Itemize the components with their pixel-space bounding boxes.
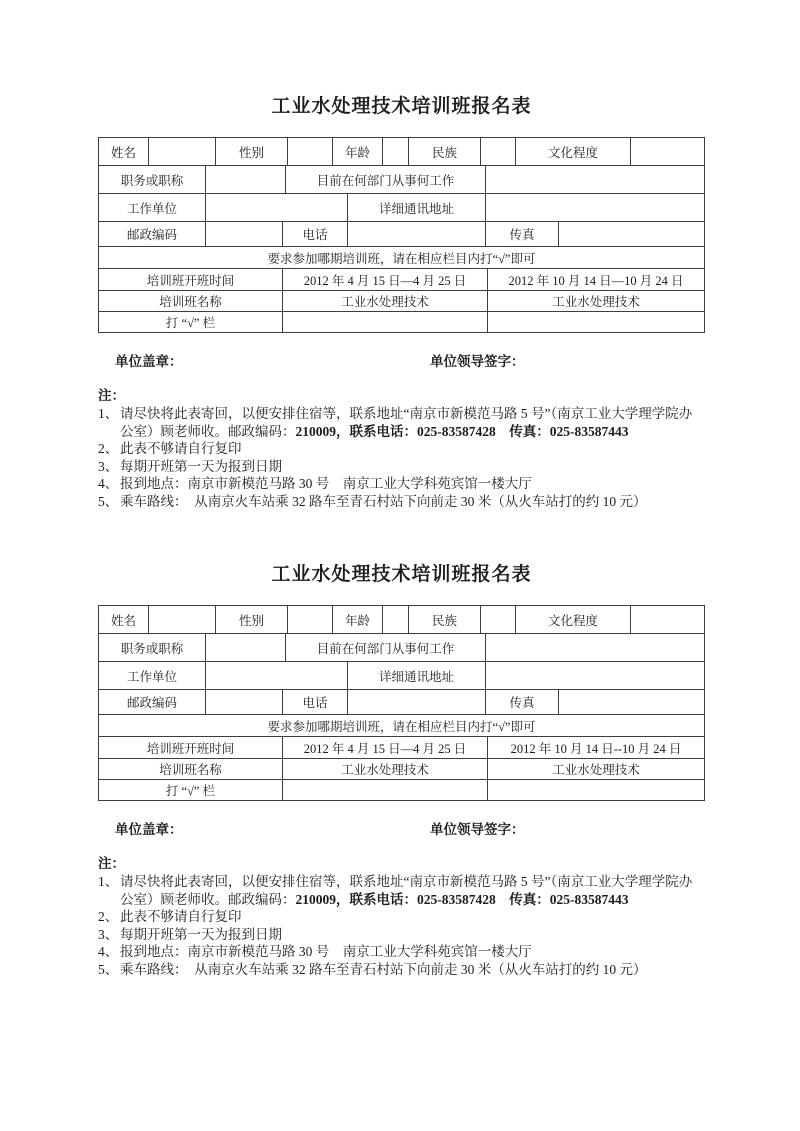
- employer-field: [206, 194, 348, 221]
- note-item-4: [98, 475, 705, 493]
- note-number: 3、: [98, 458, 119, 474]
- registration-table: [98, 137, 705, 333]
- note-number: 5、: [98, 493, 119, 509]
- position-label: 职务或职称: [99, 166, 206, 193]
- ethnicity-label: 民族: [409, 138, 481, 165]
- note-text: 乘车路线： 从南京火车站乘 32 路车至青石村站下向前走 30 米（从火车站打的约 10 元）: [120, 961, 647, 977]
- leader-signature-label: 单位领导签字：: [430, 822, 525, 837]
- current-work-label: 目前在何部门从事何工作: [286, 166, 486, 193]
- form-title: 工业水处理技术培训班报名表: [271, 96, 532, 117]
- signature-row: [98, 350, 705, 368]
- session2-time: 2012 年 10 月 14 日—10 月 24 日: [508, 273, 684, 288]
- employer-label: 工作单位: [99, 662, 206, 689]
- session1-name: 工业水处理技术: [283, 759, 488, 779]
- note-text: 报到地点：南京市新模范马路 30 号 南京工业大学科苑宾馆一楼大厅: [120, 476, 532, 491]
- position-label: 职务或职称: [99, 634, 206, 661]
- session2-tick-cell: [488, 312, 704, 332]
- address-field: [486, 662, 704, 689]
- signature-row: [98, 818, 705, 836]
- table-row-session-name: [99, 291, 704, 312]
- name-field: [149, 606, 216, 633]
- education-label: 文化程度: [516, 606, 631, 633]
- education-field: [631, 606, 704, 633]
- registration-form-2: [98, 563, 705, 978]
- fax-label: 传真: [486, 222, 559, 246]
- session1-tick-cell: [283, 780, 488, 800]
- note-item-1: [98, 405, 705, 440]
- ethnicity-field: [481, 606, 516, 633]
- address-label: 详细通讯地址: [348, 662, 486, 689]
- postcode-label: 邮政编码: [99, 690, 206, 714]
- note-number: 1、: [98, 406, 119, 421]
- session-name-label: 培训班名称: [99, 759, 283, 779]
- seal-label: 单位盖章：: [115, 822, 183, 837]
- table-row-session-name: [99, 759, 704, 780]
- table-row-contact: [99, 222, 704, 247]
- note-text-bold: 210009，联系电话：025-83587428 传真：025-83587443: [295, 891, 629, 907]
- note-text-bold: 210009，联系电话：025-83587428 传真：025-83587443: [295, 423, 629, 439]
- table-row-employer: [99, 662, 704, 690]
- ethnicity-field: [481, 138, 516, 165]
- table-row-position: [99, 634, 704, 662]
- age-field: [383, 606, 409, 633]
- ethnicity-label: 民族: [409, 606, 481, 633]
- note-text: 请尽快将此表寄回，以便安排住宿等，联系地址“南京市新模范马路 5 号”（南京工业大学理学院办公室）顾老师收。邮政编码：: [120, 406, 693, 439]
- name-field: [149, 138, 216, 165]
- tick-row-label: 打 “√” 栏: [99, 780, 283, 800]
- fax-field: [559, 222, 704, 246]
- gender-field: [288, 138, 333, 165]
- session1-tick-cell: [283, 312, 488, 332]
- form-title: 工业水处理技术培训班报名表: [271, 564, 532, 585]
- position-field: [206, 166, 286, 193]
- session1-name: 工业水处理技术: [283, 291, 488, 311]
- note-number: 4、: [98, 476, 119, 491]
- session-name-label: 培训班名称: [99, 291, 283, 311]
- fax-label: 传真: [486, 690, 559, 714]
- current-work-label: 目前在何部门从事何工作: [286, 634, 486, 661]
- table-row-tick: [99, 780, 704, 800]
- notes-title: 注：: [98, 388, 125, 403]
- session2-tick-cell: [488, 780, 704, 800]
- note-number: 5、: [98, 961, 119, 977]
- seal-label: 单位盖章：: [115, 354, 183, 369]
- notes-section: [98, 855, 705, 978]
- age-label: 年龄: [333, 138, 383, 165]
- notes-title: 注：: [98, 856, 125, 871]
- note-text: 此表不够请自行复印: [120, 909, 242, 924]
- note-text: 每期开班第一天为报到日期: [120, 458, 282, 474]
- fax-field: [559, 690, 704, 714]
- phone-field: [348, 690, 486, 714]
- education-field: [631, 138, 704, 165]
- note-item-5: [98, 961, 705, 979]
- table-row-personal: [99, 606, 704, 634]
- table-row-personal: [99, 138, 704, 166]
- note-item-3: [98, 926, 705, 944]
- note-text: 报到地点：南京市新模范马路 30 号 南京工业大学科苑宾馆一楼大厅: [120, 944, 532, 959]
- note-item-4: [98, 943, 705, 961]
- note-number: 2、: [98, 909, 119, 924]
- session2-name: 工业水处理技术: [552, 295, 640, 309]
- note-item-2: [98, 908, 705, 926]
- gender-label: 性别: [216, 138, 288, 165]
- phone-label: 电话: [283, 222, 348, 246]
- postcode-field: [206, 690, 283, 714]
- note-number: 4、: [98, 944, 119, 959]
- instruction-text: 要求参加哪期培训班，请在相应栏目内打“√”即可: [267, 719, 536, 734]
- tick-row-label: 打 “√” 栏: [99, 312, 283, 332]
- session1-time: 2012 年 4 月 15 日—4 月 25 日: [283, 269, 488, 290]
- session2-name: 工业水处理技术: [552, 763, 640, 777]
- registration-form-1: [98, 95, 705, 510]
- note-item-2: [98, 440, 705, 458]
- education-label: 文化程度: [516, 138, 631, 165]
- note-text: 乘车路线： 从南京火车站乘 32 路车至青石村站下向前走 30 米（从火车站打的约 10 元）: [120, 493, 647, 509]
- employer-label: 工作单位: [99, 194, 206, 221]
- address-label: 详细通讯地址: [348, 194, 486, 221]
- phone-field: [348, 222, 486, 246]
- note-number: 1、: [98, 874, 119, 889]
- table-row-session-time: [99, 737, 704, 759]
- current-work-field: [486, 634, 704, 661]
- note-item-3: [98, 458, 705, 476]
- phone-label: 电话: [283, 690, 348, 714]
- table-row-tick: [99, 312, 704, 332]
- age-field: [383, 138, 409, 165]
- note-text: 此表不够请自行复印: [120, 441, 242, 456]
- gender-field: [288, 606, 333, 633]
- table-row-instruction: [99, 247, 704, 269]
- position-field: [206, 634, 286, 661]
- session2-time: 2012 年 10 月 14 日--10 月 24 日: [510, 741, 682, 756]
- note-text: 请尽快将此表寄回，以便安排住宿等，联系地址“南京市新模范马路 5 号”（南京工业大学理学院办公室）顾老师收。邮政编码：: [120, 874, 693, 907]
- address-field: [486, 194, 704, 221]
- current-work-field: [486, 166, 704, 193]
- employer-field: [206, 662, 348, 689]
- registration-table: [98, 605, 705, 801]
- age-label: 年龄: [333, 606, 383, 633]
- postcode-field: [206, 222, 283, 246]
- table-row-session-time: [99, 269, 704, 291]
- note-number: 2、: [98, 441, 119, 456]
- table-row-employer: [99, 194, 704, 222]
- gender-label: 性别: [216, 606, 288, 633]
- note-item-5: [98, 493, 705, 511]
- session-time-label: 培训班开班时间: [99, 269, 283, 290]
- note-number: 3、: [98, 926, 119, 942]
- instruction-text: 要求参加哪期培训班，请在相应栏目内打“√”即可: [267, 251, 536, 266]
- note-text: 每期开班第一天为报到日期: [120, 926, 282, 942]
- notes-section: [98, 387, 705, 510]
- postcode-label: 邮政编码: [99, 222, 206, 246]
- table-row-contact: [99, 690, 704, 715]
- session1-time: 2012 年 4 月 15 日—4 月 25 日: [283, 737, 488, 758]
- session-time-label: 培训班开班时间: [99, 737, 283, 758]
- table-row-instruction: [99, 715, 704, 737]
- leader-signature-label: 单位领导签字：: [430, 354, 525, 369]
- name-label: 姓名: [99, 138, 149, 165]
- table-row-position: [99, 166, 704, 194]
- name-label: 姓名: [99, 606, 149, 633]
- note-item-1: [98, 873, 705, 908]
